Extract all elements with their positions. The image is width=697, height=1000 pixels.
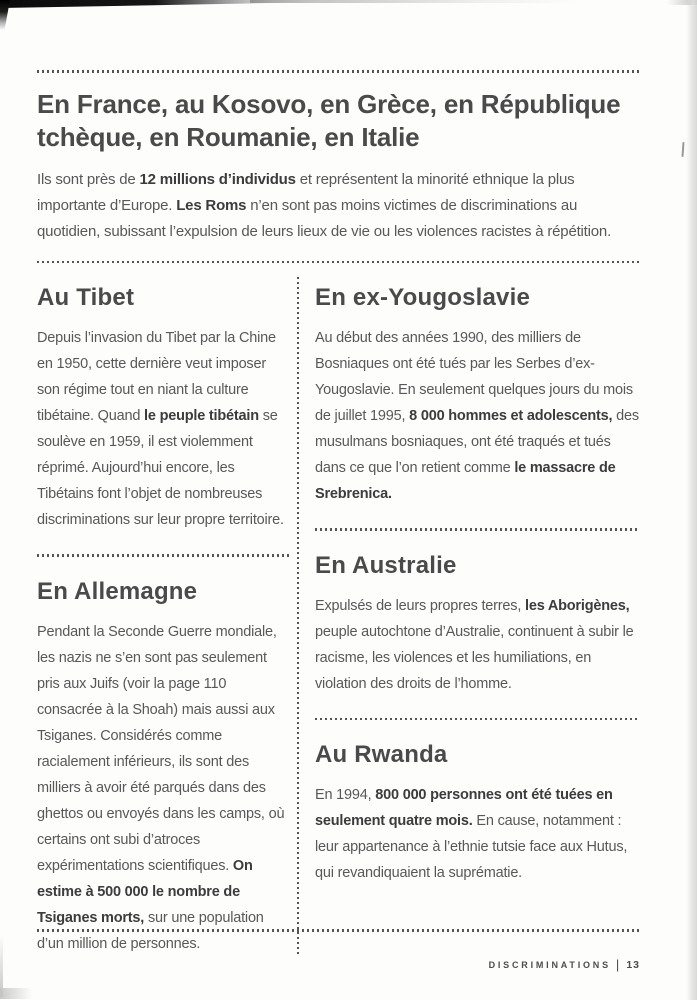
section-allemagne: [37, 577, 289, 957]
section-title-rwanda: Au Rwanda: [315, 741, 448, 768]
footer-page-number: 13: [626, 958, 640, 971]
two-column-layout: [37, 277, 640, 957]
scan-bottom-left-mark: [0, 988, 32, 999]
dotted-divider-right-column-2: [315, 718, 640, 721]
left-column: [37, 277, 289, 957]
dotted-divider-right-column-1: [315, 528, 640, 531]
section-body-australie: Expulsés de leurs propres terres, les Aborigènes, peuple autochtone d’Australie, continuent à subir le racisme, les violences et les humiliations, en violation des droits de l’homme.: [315, 597, 634, 692]
dotted-column-divider: [297, 277, 299, 957]
scan-right-page-shadow: [686, 0, 697, 1000]
dotted-divider-bottom: [37, 929, 640, 932]
section-title-tibet: Au Tibet: [37, 284, 135, 311]
page-title: En France, au Kosovo, en Grèce, en République tchèque, en Roumanie, en Italie: [37, 88, 621, 152]
scan-edge-corner-wedge: [0, 0, 10, 30]
section-title-yougoslavie: En ex-Yougoslavie: [315, 284, 531, 311]
dotted-divider-left-column: [37, 554, 289, 557]
scan-right-edge-tick: [681, 142, 684, 157]
section-body-rwanda: En 1994, 800 000 personnes ont été tuées en seulement quatre mois. En cause, notamment : leur appartenance à l’ethnie tutsie face aux Hutus, qui revandiquaient la suprématie.: [315, 787, 628, 881]
section-body-yougoslavie: Au début des années 1990, des milliers de Bosniaques ont été tués par les Serbes d’ex-Yougoslavie. En seulement quelques jours du mois de juillet 1995, 8 000 hommes et adolescents, des musulmans bosniaques, ont été traqués et tués dans ce que l’on retient comme le massacre de Srebrenica.: [315, 330, 639, 502]
dotted-divider-top: [37, 70, 640, 73]
page-content: [37, 0, 640, 957]
section-australie: [315, 551, 640, 697]
scan-left-edge-line: [0, 935, 3, 997]
intro-paragraph: Ils sont près de 12 millions d’individus et représentent la minorité ethnique la plus importante d’Europe. Les Roms n’en sont pas moins victimes de discriminations au quotidien, subissant l’expulsion de leurs lieux de vie ou les violences racistes à répétition.: [37, 170, 612, 240]
section-body-allemagne: Pendant la Seconde Guerre mondiale, les nazis ne s’en sont pas seulement pris aux Juifs (voir la page 110 consacrée à la Shoah) mais aussi aux Tsiganes. Considérés comme racialement inférieurs, ils sont des milliers à avoir été parqués dans des ghettos ou envoyés dans les camps, où certains ont subi d’atroces expérimentations scientifiques. On estime à 500 000 le nombre de Tsiganes morts, sur une population d’un million de personnes.: [37, 623, 285, 952]
section-title-allemagne: En Allemagne: [37, 577, 198, 605]
section-tibet: [37, 283, 289, 533]
page-footer: [489, 957, 640, 972]
section-rwanda: [315, 740, 640, 886]
dotted-divider-after-intro: [37, 261, 640, 264]
footer-separator: |: [615, 957, 620, 972]
footer-section-label: DISCRIMINATIONS: [488, 959, 611, 970]
section-title-australie: En Australie: [315, 551, 457, 579]
section-body-tibet: Depuis l’invasion du Tibet par la Chine en 1950, cette dernière veut imposer son régime tout en niant la culture tibétaine. Quand le peuple tibétain se soulève en 1959, il est violemment réprimé. Aujourd’hui encore, les Tibétains font l’objet de nombreuses discriminations sur leur propre territoire.: [37, 330, 284, 528]
right-column: [315, 277, 640, 957]
section-yougoslavie: [315, 283, 640, 507]
